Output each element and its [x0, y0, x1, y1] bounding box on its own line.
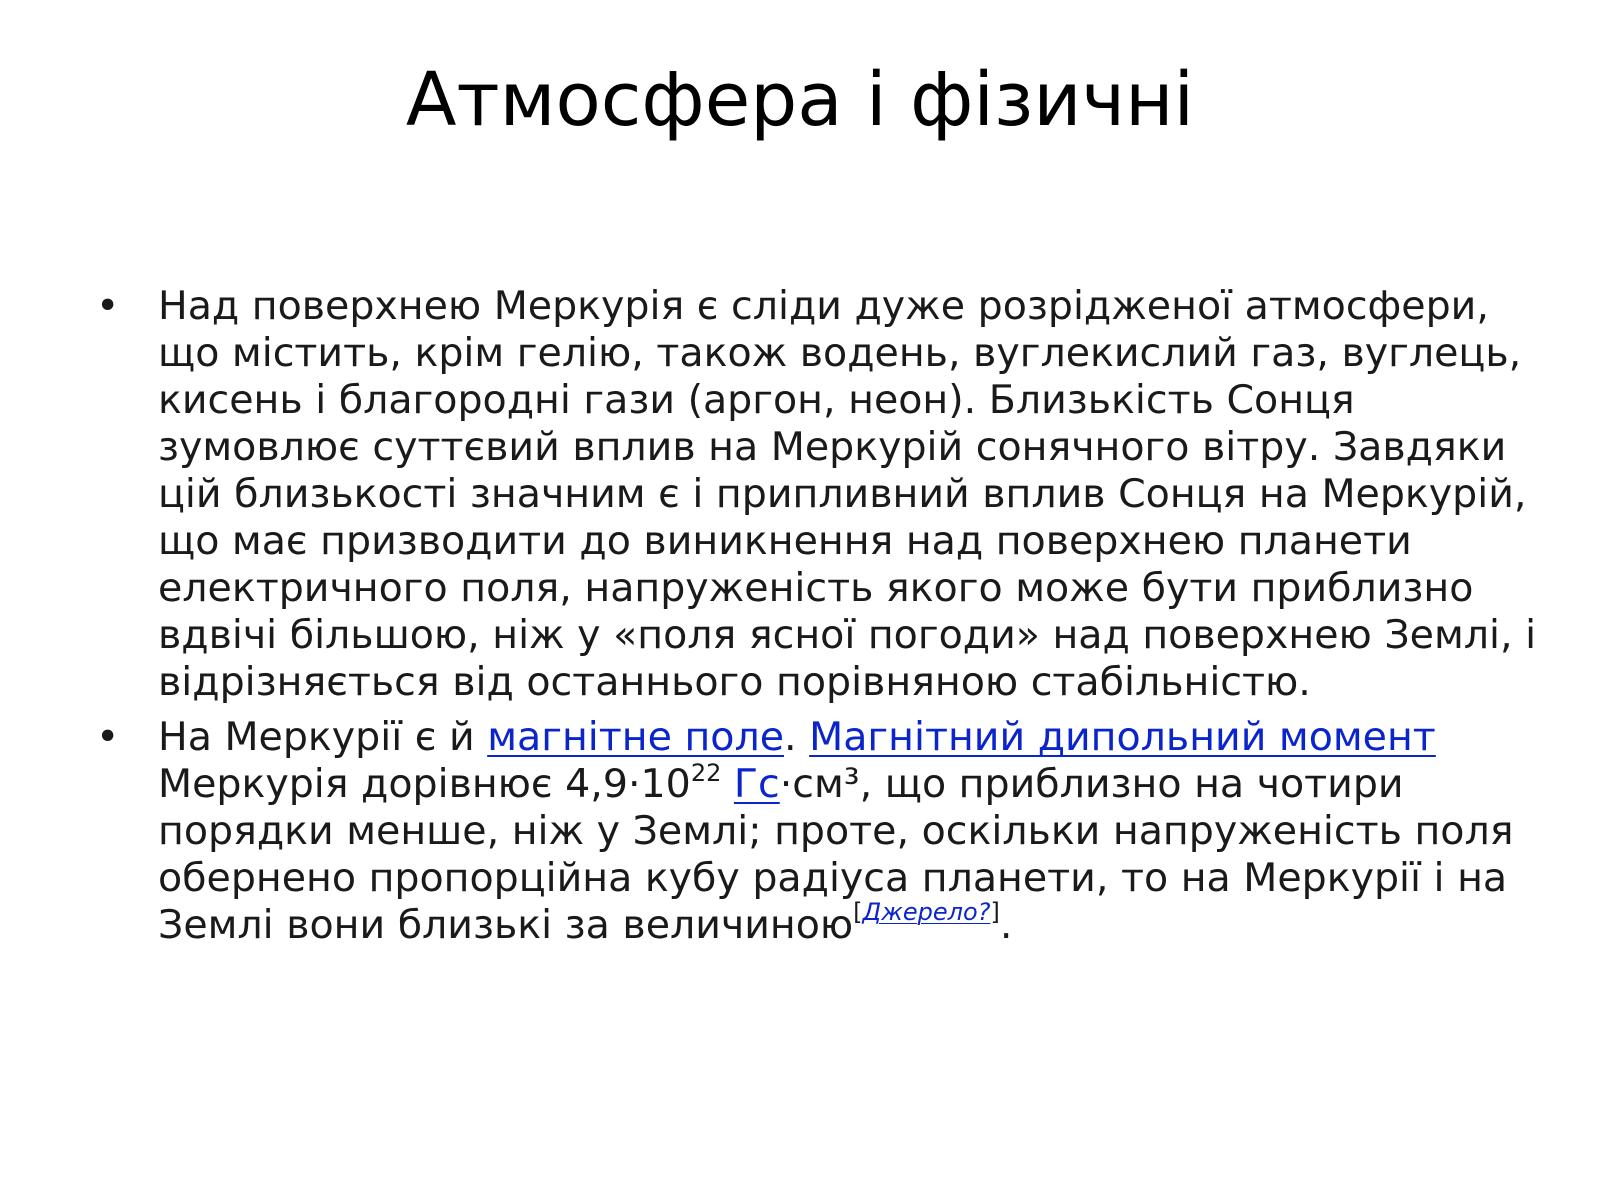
- citation-needed-link[interactable]: Джерело?: [862, 898, 991, 926]
- bullet-text-part: На Меркурії є й: [158, 714, 488, 760]
- slide-title: Атмосфера і фізичні: [405, 57, 1195, 143]
- bullet-list: [92, 283, 1542, 957]
- bullet-text-part: [721, 761, 734, 807]
- bullet-text-part: .: [784, 714, 810, 760]
- bullet-item-magnetic-field: [92, 714, 1542, 949]
- bullet-text-part: Меркурія дорівнює 4,9·10: [158, 761, 691, 807]
- bullet-dot-icon: •: [96, 714, 120, 760]
- dipole-moment-link[interactable]: Магнітний дипольний момент: [809, 714, 1436, 760]
- bullet-dot-icon: •: [96, 283, 120, 329]
- cite-bracket-close: ]: [990, 898, 1000, 926]
- citation-needed: [853, 898, 1000, 926]
- bullet-item-atmosphere: [92, 283, 1542, 706]
- cite-bracket-open: [: [853, 898, 863, 926]
- bullet-text-part: ·см³, що приблизно на чотири порядки менше, ніж у Землі; проте, оскільки напруженість поля обернено пропорційна кубу радіуса планети, то на Меркурії і на Землі вони близькі за величиною: [158, 761, 1514, 948]
- magnetic-field-link[interactable]: магнітне поле: [487, 714, 784, 760]
- bullet-text-atmosphere: Над поверхнею Меркурія є сліди дуже розрідженої атмосфери, що містить, крім гелію, також водень, вуглекислий газ, вуглець, кисень і благородні гази (аргон, неон). Близькість Сонця зумовлює суттєвий вплив на Меркурій сонячного вітру. Завдяки цій близькості значним є і припливний вплив Сонця на Меркурій, що має призводити до виникнення над поверхнею планети електричного поля, напруженість якого може бути приблизно вдвічі більшою, ніж у «поля ясної погоди» над поверхнею Землі, і відрізняється від останнього порівняною стабільністю.: [158, 283, 1537, 705]
- exponent: 22: [690, 759, 722, 787]
- bullet-text-part: .: [999, 902, 1013, 948]
- gauss-unit-link[interactable]: Гс: [733, 761, 780, 807]
